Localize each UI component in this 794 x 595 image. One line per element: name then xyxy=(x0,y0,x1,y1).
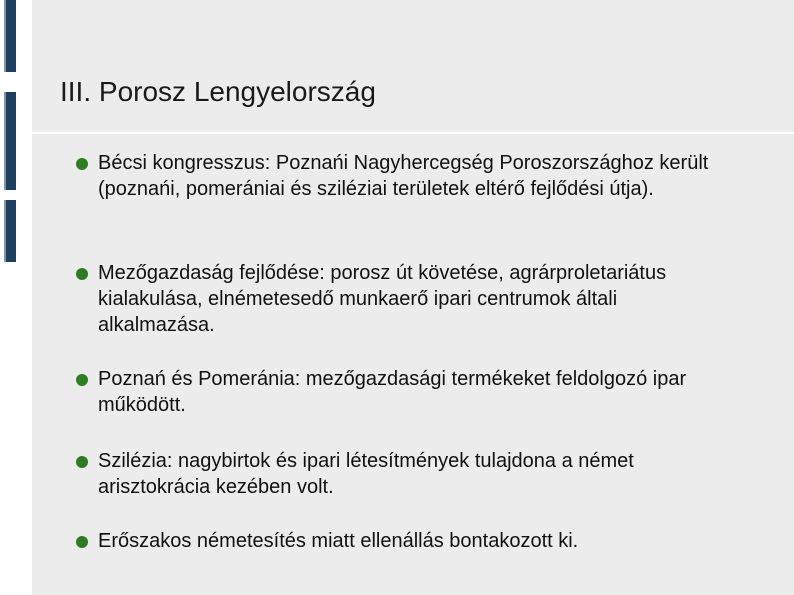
bullet-text: Mezőgazdaság fejlődése: porosz út követése, agrárproletariátus kialakulása, elnémetesedő munkaerő ipari centrumok általi alkalmazása. xyxy=(98,262,667,336)
bullet-text: Erőszakos németesítés miatt ellenállás bontakozott ki. xyxy=(98,530,579,552)
left-decoration-bar xyxy=(4,0,16,72)
bullet-dot-icon xyxy=(76,456,88,468)
left-decoration-bar xyxy=(4,200,16,262)
bullet-dot-icon xyxy=(76,374,88,386)
slide-title: III. Porosz Lengyelország xyxy=(60,76,376,107)
left-decoration-bar xyxy=(4,92,16,190)
bullet-dot-icon xyxy=(76,268,88,280)
title-separator xyxy=(32,132,794,134)
bullet-dot-icon xyxy=(76,158,88,170)
bullet-text: Poznań és Pomeránia: mezőgazdasági termékeket feldolgozó ipar működött. xyxy=(98,368,687,416)
bullet-text: Bécsi kongresszus: Poznańi Nagyhercegség Poroszországhoz került (poznańi, pomerániai és sziléziai területek eltérő fejlődési útja). xyxy=(98,152,709,200)
bullet-dot-icon xyxy=(76,536,88,548)
bullet-text: Szilézia: nagybirtok és ipari létesítmények tulajdona a német arisztokrácia kezében volt. xyxy=(98,450,634,498)
